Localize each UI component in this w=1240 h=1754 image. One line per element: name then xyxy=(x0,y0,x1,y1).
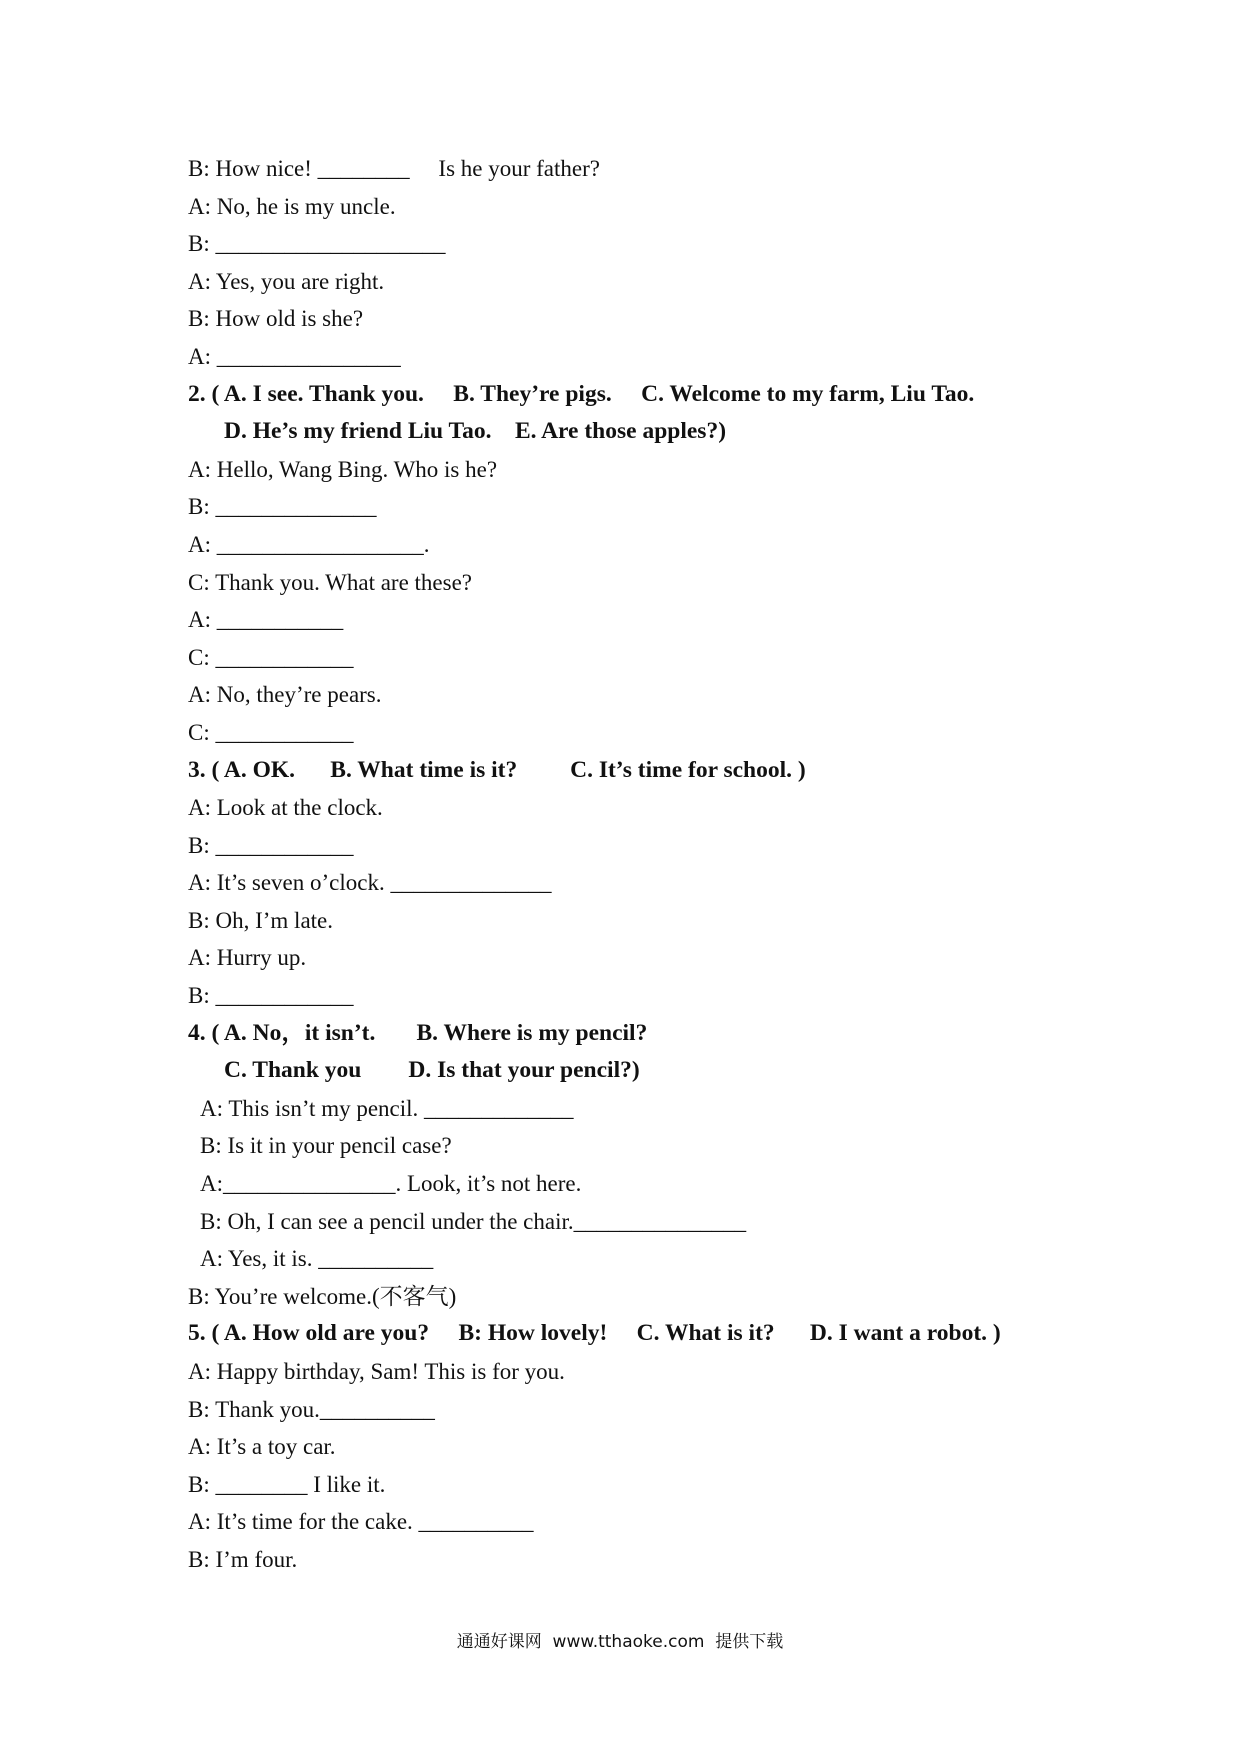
page-footer: 通通好课网 www.tthaoke.com 提供下载 xyxy=(456,1632,784,1652)
dialogue-line: A: Hurry up. xyxy=(188,945,307,971)
dialogue-line: A: This isn’t my pencil. _____________ xyxy=(200,1095,574,1121)
dialogue-line: A: Yes, it is. __________ xyxy=(200,1246,434,1272)
dialogue-line: A: Happy birthday, Sam! This is for you. xyxy=(188,1359,565,1384)
dialogue-line: A: ________________ xyxy=(188,343,401,369)
dialogue-line: B: ____________________ xyxy=(188,231,446,257)
question-3-options: 3. ( A. OK. B. What time is it? C. It’s time for school. ) xyxy=(188,756,806,783)
dialogue-line: A: Hello, Wang Bing. Who is he? xyxy=(188,456,498,482)
dialogue-line: A: ___________ xyxy=(188,607,344,633)
dialogue-line: A: No, they’re pears. xyxy=(188,682,382,708)
question-5-options: 5. ( A. How old are you? B: How lovely! C. What is it? D. I want a robot. ) xyxy=(188,1320,1001,1347)
dialogue-line: B: How nice! ________ Is he your father? xyxy=(188,156,600,181)
dialogue-line: B: Is it in your pencil case? xyxy=(200,1133,452,1159)
dialogue-line: B: ______________ xyxy=(188,494,377,520)
dialogue-line: B: You’re welcome.(不客气) xyxy=(188,1283,457,1309)
dialogue-line: B: ____________ xyxy=(188,983,354,1009)
dialogue-line: A: __________________. xyxy=(188,531,430,557)
dialogue-line: B: Oh, I can see a pencil under the chair._______________ xyxy=(200,1208,747,1234)
dialogue-line: C: ____________ xyxy=(188,644,354,670)
dialogue-line: C: Thank you. What are these? xyxy=(188,569,473,595)
dialogue-line: B: Thank you.__________ xyxy=(188,1396,435,1422)
dialogue-line: A: It’s a toy car. xyxy=(188,1434,336,1460)
question-2-options-cont: D. He’s my friend Liu Tao. E. Are those apples?) xyxy=(224,418,727,445)
dialogue-line: B: ____________ xyxy=(188,832,354,858)
dialogue-line: A: Yes, you are right. xyxy=(188,268,385,294)
question-2-options: 2. ( A. I see. Thank you. B. They’re pigs. C. Welcome to my farm, Liu Tao. xyxy=(188,380,975,407)
dialogue-line: A: It’s time for the cake. __________ xyxy=(188,1509,534,1535)
dialogue-line: B: How old is she? xyxy=(188,306,364,332)
dialogue-line: C: ____________ xyxy=(188,719,354,745)
exercise-content xyxy=(188,150,1088,1579)
dialogue-line: B: I’m four. xyxy=(188,1546,298,1572)
dialogue-line: A: It’s seven o’clock. ______________ xyxy=(188,870,552,896)
question-4-options-cont: C. Thank you D. Is that your pencil?) xyxy=(224,1057,640,1084)
dialogue-line: A: Look at the clock. xyxy=(188,795,383,821)
dialogue-line: B: ________ I like it. xyxy=(188,1471,386,1497)
dialogue-line: A: No, he is my uncle. xyxy=(188,193,396,219)
question-4-options: 4. ( A. No，it isn’t. B. Where is my pencil? xyxy=(188,1019,648,1046)
dialogue-line: A:_______________. Look, it’s not here. xyxy=(200,1171,582,1197)
dialogue-line: B: Oh, I’m late. xyxy=(188,907,333,933)
